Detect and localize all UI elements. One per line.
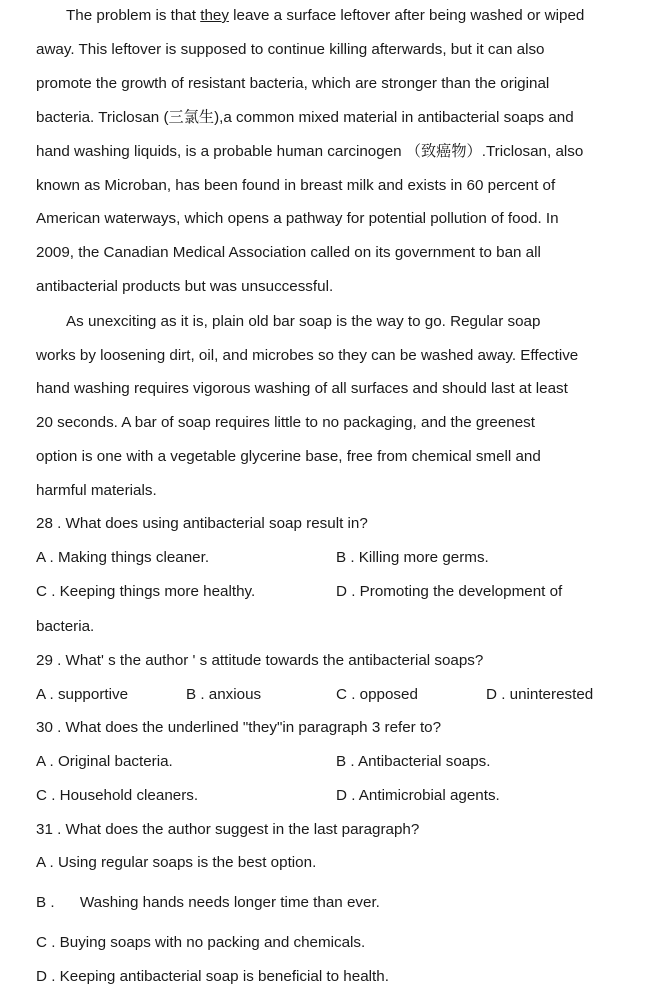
p1-line-1 (66, 6, 638, 26)
option-c: C . Household cleaners. (36, 787, 199, 804)
option-a: A . Making things cleaner. (36, 549, 210, 566)
p1-line-6: known as Microban, has been found in breast milk and exists in 60 percent of (36, 177, 556, 194)
question-stem: 30 . What does the underlined "they"in paragraph 3 refer to? (36, 719, 442, 736)
p1-line-2: away. This leftover is supposed to continue killing afterwards, but it can also (36, 41, 545, 58)
p2-line-3: hand washing requires vigorous washing of all surfaces and should last at least (36, 380, 568, 397)
option-a: A . Original bacteria. (36, 753, 173, 770)
p1-line-7: American waterways, which opens a pathway for potential pollution of food. In (36, 210, 559, 227)
option-b: B . Antibacterial soaps. (336, 753, 491, 770)
p1-line-4: bacteria. Triclosan (三氯生),a common mixed material in antibacterial soaps and (36, 109, 574, 126)
option-a: A . Using regular soaps is the best option. (36, 854, 317, 871)
option-b: B . Washing hands needs longer time than ever. (36, 894, 380, 911)
p2-line-4: 20 seconds. A bar of soap requires little to no packaging, and the greenest (36, 414, 535, 431)
option-d: D . Keeping antibacterial soap is beneficial to health. (36, 968, 389, 985)
p1-line-3: promote the growth of resistant bacteria, which are stronger than the original (36, 75, 550, 92)
question-stem: 28 . What does using antibacterial soap result in? (36, 515, 368, 532)
option-b: B . Killing more germs. (336, 549, 489, 566)
p1-line-1-pre: The problem is that (66, 7, 201, 24)
option-a: A . supportive (36, 686, 129, 703)
p1-line-9: antibacterial products but was unsuccessful. (36, 278, 334, 295)
p2-line-5: option is one with a vegetable glycerine base, free from chemical smell and (36, 448, 541, 465)
option-d: D . uninterested (486, 686, 594, 703)
p2-line-6: harmful materials. (36, 482, 157, 499)
option-c: C . Keeping things more healthy. (36, 583, 256, 600)
option-c: C . Buying soaps with no packing and chemicals. (36, 934, 366, 951)
p1-line-1-post: leave a surface leftover after being washed or wiped (228, 7, 585, 24)
question-stem: 29 . What' s the author ' s attitude towards the antibacterial soaps? (36, 652, 484, 669)
p2-line-2: works by loosening dirt, oil, and microbes so they can be washed away. Effective (36, 347, 579, 364)
option-d: D . Antimicrobial agents. (336, 787, 500, 804)
question-stem: 31 . What does the author suggest in the last paragraph? (36, 821, 420, 838)
underlined-they: they (200, 7, 229, 24)
p2-line-1: As unexciting as it is, plain old bar soap is the way to go. Regular soap (66, 313, 541, 330)
option-d-continuation: bacteria. (36, 618, 95, 635)
option-c: C . opposed (336, 686, 418, 703)
p1-line-5: hand washing liquids, is a probable human carcinogen （致癌物）.Triclosan, also (36, 143, 584, 160)
option-b: B . anxious (186, 686, 262, 703)
option-d: D . Promoting the development of (336, 583, 563, 600)
p1-line-8: 2009, the Canadian Medical Association called on its government to ban all (36, 244, 541, 261)
